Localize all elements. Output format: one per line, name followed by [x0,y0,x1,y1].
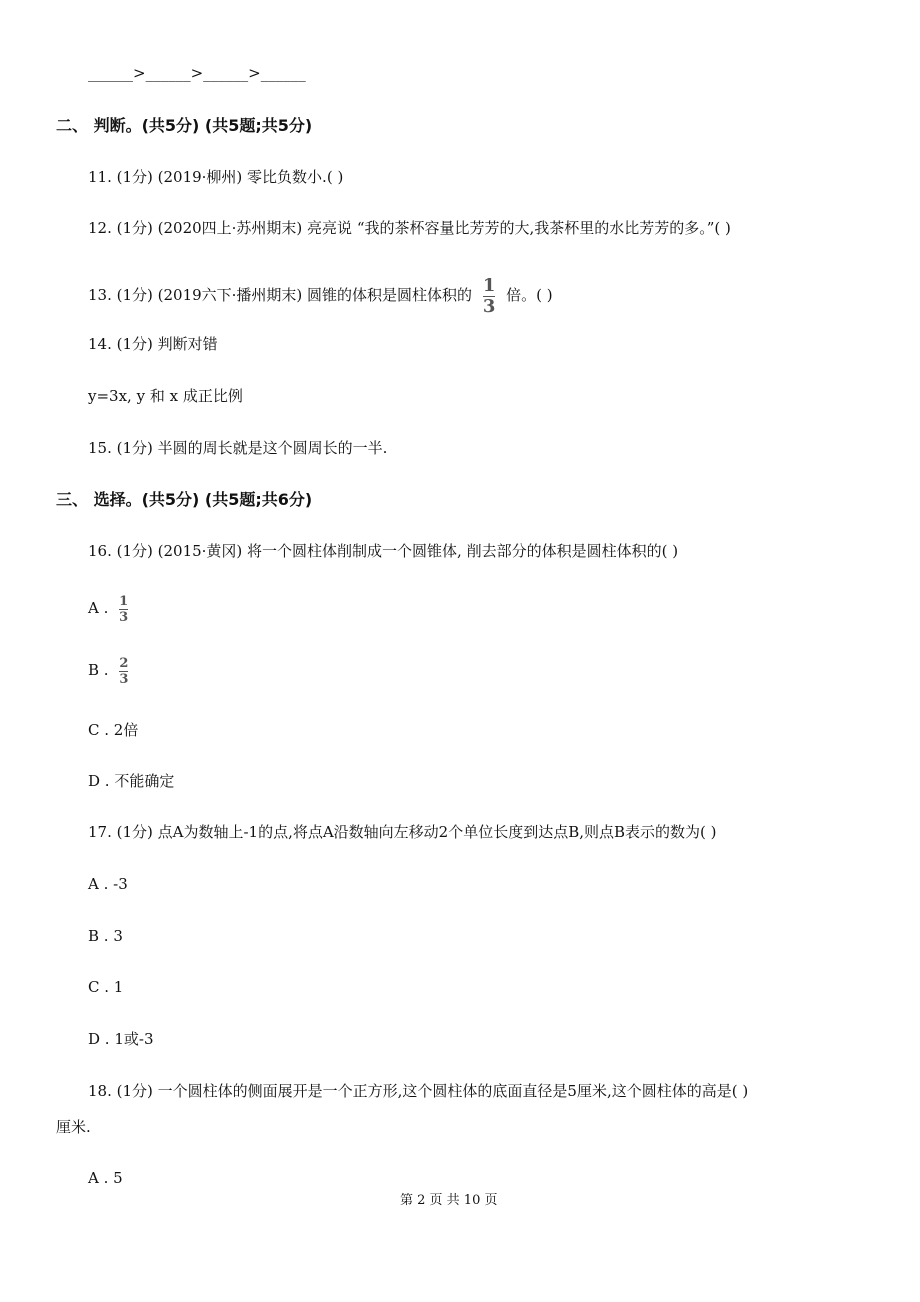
question-14-statement: y=3x, y 和 x 成正比例 [88,387,243,405]
fraction-one-third [119,595,128,624]
question-17-option-b[interactable]: B . 3 [88,927,123,945]
question-16-option-c[interactable]: C . 2倍 [88,721,139,739]
question-18-continuation: 厘米. [56,1118,91,1136]
fraction-numerator: 1 [482,274,496,296]
option-a-label: A . [88,599,109,617]
fraction-numerator: 2 [119,655,129,671]
question-14: 14. (1分) 判断对错 [88,335,218,353]
question-16-option-a[interactable] [88,588,134,628]
question-13-text-end: 倍。( ) [506,286,553,304]
page-footer: 第 2 页 共 10 页 [400,1193,498,1208]
fraction-two-thirds [119,657,128,686]
question-13 [88,272,553,318]
question-18-option-a[interactable]: A . 5 [88,1169,123,1187]
question-18: 18. (1分) 一个圆柱体的侧面展开是一个正方形,这个圆柱体的底面直径是5厘米,这个圆柱体的高是( ) [88,1082,749,1100]
question-12: 12. (1分) (2020四上·苏州期末) 亮亮说 “我的茶杯容量比芳芳的大,我茶杯里的水比芳芳的多。”( ) [88,219,731,237]
section-2-title: 二、 判断。(共5分) (共5题;共5分) [56,116,313,135]
ordering-blanks: ______>______>______>______ [88,64,306,82]
question-17-option-a[interactable]: A . -3 [88,875,128,893]
fraction-one-third [482,274,496,317]
question-16-option-d[interactable]: D . 不能确定 [88,772,175,790]
question-17-option-c[interactable]: C . 1 [88,978,124,996]
question-16: 16. (1分) (2015·黄冈) 将一个圆柱体削制成一个圆锥体, 削去部分的体积是圆柱体积的( ) [88,542,679,560]
question-16-option-b[interactable] [88,650,134,690]
question-17-option-d[interactable]: D . 1或-3 [88,1030,154,1048]
fraction-denominator: 3 [119,671,129,687]
fraction-denominator: 3 [482,295,496,317]
option-b-label: B . [88,661,109,679]
question-15: 15. (1分) 半圆的周长就是这个圆周长的一半. [88,439,388,457]
fraction-denominator: 3 [119,609,129,625]
question-11: 11. (1分) (2019·柳州) 零比负数小.( ) [88,168,344,186]
question-17: 17. (1分) 点A为数轴上-1的点,将点A沿数轴向左移动2个单位长度到达点B,则点B表示的数为( ) [88,823,717,841]
section-3-title: 三、 选择。(共5分) (共5题;共6分) [56,490,313,509]
fraction-numerator: 1 [119,593,129,609]
question-13-text: 13. (1分) (2019六下·播州期末) 圆锥的体积是圆柱体积的 [88,286,473,304]
